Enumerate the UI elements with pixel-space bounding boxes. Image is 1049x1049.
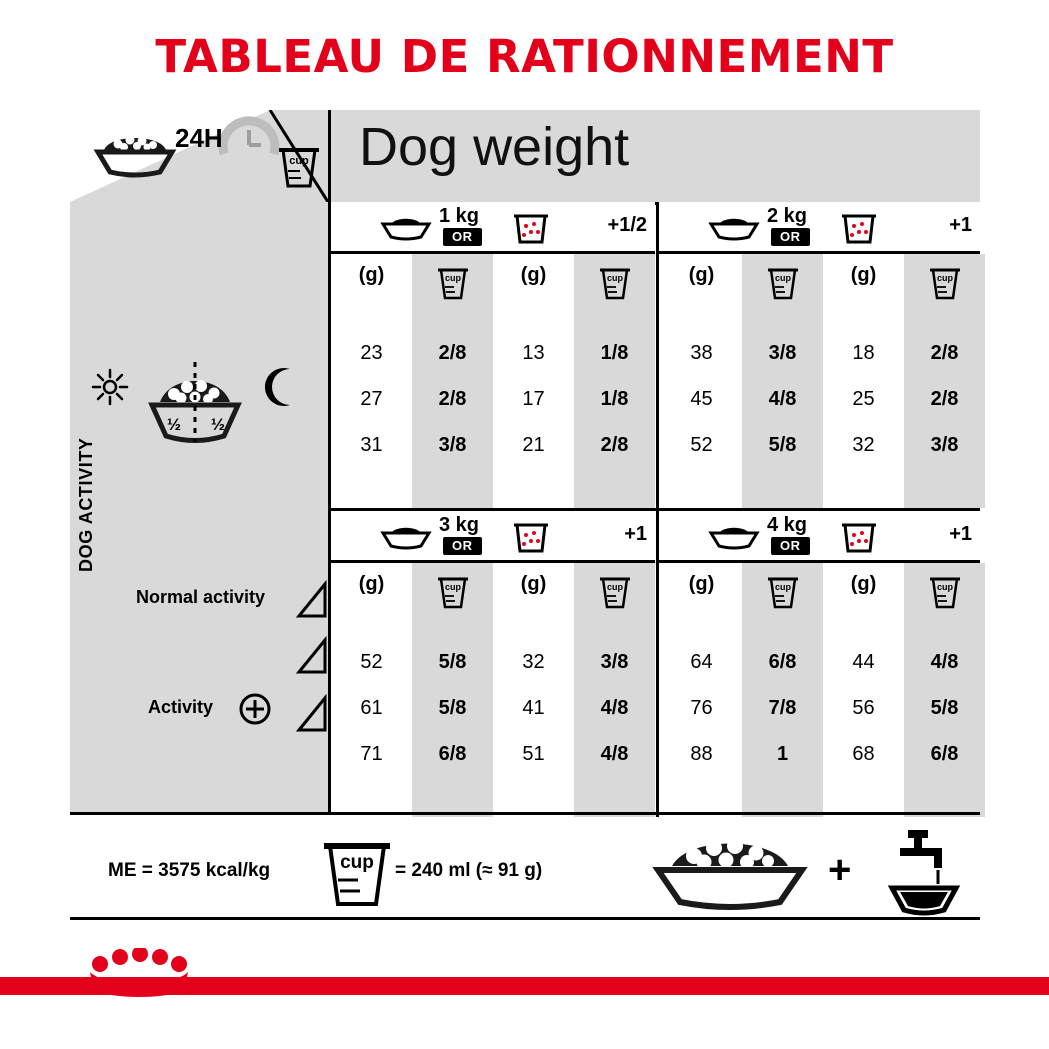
cell-value: 1	[776, 743, 789, 765]
svg-text:cup: cup	[444, 273, 462, 283]
cell-value: 4/8	[930, 651, 959, 673]
cell-value: 3/8	[438, 434, 467, 456]
cell-value: 5/8	[438, 651, 467, 673]
dog-bowl-icon	[640, 828, 820, 914]
cell-value: 2/8	[438, 342, 467, 364]
cell-value: 4/8	[600, 697, 629, 719]
cell-value: 6/8	[438, 743, 467, 765]
dog-bowl-icon	[379, 525, 433, 551]
unit-grams: (g)	[520, 573, 547, 595]
moon-icon	[262, 365, 302, 409]
header-right-cell	[328, 110, 980, 202]
cell-value: 4/8	[768, 388, 797, 410]
column-cups-mix-3kg	[574, 563, 655, 817]
cell-value: 64	[690, 651, 713, 673]
svg-text:½: ½	[210, 415, 226, 434]
or-badge: OR	[443, 537, 482, 555]
cell-value: 6/8	[930, 743, 959, 765]
cell-value: 2/8	[930, 388, 959, 410]
cup-equivalence-label: = 240 ml (≈ 91 g)	[395, 860, 543, 881]
weight-header-4kg	[659, 511, 980, 563]
cell-value: 32	[522, 651, 545, 673]
unit-grams: (g)	[850, 573, 877, 595]
cell-value: 17	[522, 388, 545, 410]
ration-data-area	[328, 202, 980, 815]
dog-bowl-icon	[92, 128, 178, 178]
measuring-cup-icon	[928, 571, 962, 613]
svg-text:cup: cup	[340, 852, 374, 873]
columns-3kg	[331, 563, 655, 817]
column-cups-dry-3kg	[412, 563, 493, 817]
cell-value: 31	[360, 434, 383, 456]
weight-value-1kg: 1 kg	[439, 205, 480, 227]
unit-grams: (g)	[688, 264, 715, 286]
cell-value: 13	[522, 342, 545, 364]
column-grams-mix-2kg	[823, 254, 904, 508]
column-grams-dry-4kg	[661, 563, 742, 817]
measuring-cup-icon	[766, 571, 800, 613]
dog-bowl-icon	[707, 525, 761, 551]
ration-table	[70, 110, 980, 815]
column-grams-dry-1kg	[331, 254, 412, 508]
cell-value: 52	[690, 434, 713, 456]
weight-header-3kg	[331, 511, 655, 563]
unit-grams: (g)	[688, 573, 715, 595]
measuring-cup-icon	[598, 262, 632, 304]
cell-value: 18	[852, 342, 875, 364]
unit-grams: (g)	[520, 264, 547, 286]
column-cups-mix-4kg	[904, 563, 985, 817]
cell-value: 3/8	[600, 651, 629, 673]
columns-1kg	[331, 254, 655, 508]
column-grams-dry-3kg	[331, 563, 412, 817]
dog-activity-column	[70, 202, 328, 815]
weight-group-1kg	[331, 202, 655, 508]
svg-text:cup: cup	[774, 582, 792, 592]
activity-ramp-icon	[295, 572, 331, 742]
cell-value: 41	[522, 697, 545, 719]
column-grams-mix-3kg	[493, 563, 574, 817]
cell-value: 51	[522, 743, 545, 765]
column-cups-mix-2kg	[904, 254, 985, 508]
cell-value: 71	[360, 743, 383, 765]
or-badge: OR	[771, 537, 810, 555]
royal-canin-crown-icon	[80, 948, 198, 1008]
weight-group-2kg	[656, 202, 980, 508]
cell-value: 76	[690, 697, 713, 719]
clock-icon	[218, 114, 280, 172]
column-grams-dry-2kg	[661, 254, 742, 508]
weight-group-3kg	[331, 511, 655, 817]
table-bottom-border	[70, 812, 980, 815]
weight-value-3kg: 3 kg	[439, 514, 480, 536]
cell-value: 44	[852, 651, 875, 673]
plus-sign: +	[828, 848, 852, 892]
columns-4kg	[659, 563, 980, 817]
measuring-cup-icon	[276, 140, 322, 192]
cell-value: 68	[852, 743, 875, 765]
cell-value: 1/8	[600, 388, 629, 410]
cell-value: 2/8	[438, 388, 467, 410]
svg-text:cup: cup	[289, 155, 309, 167]
weight-value-4kg: 4 kg	[767, 514, 808, 536]
header-left-cell	[70, 110, 328, 202]
svg-text:½: ½	[166, 415, 182, 434]
column-cups-mix-1kg	[574, 254, 655, 508]
weight-block-1	[331, 202, 980, 508]
wet-food-addition-2kg: +1	[949, 214, 972, 236]
wet-food-addition-4kg: +1	[949, 523, 972, 545]
measuring-cup-icon	[436, 571, 470, 613]
wet-food-addition-1kg: +1/2	[607, 214, 647, 236]
weight-header-2kg	[659, 202, 980, 254]
cell-value: 23	[360, 342, 383, 364]
weight-block-2	[331, 508, 980, 817]
svg-text:cup: cup	[606, 582, 624, 592]
measuring-cup-icon	[928, 262, 962, 304]
measuring-cup-icon	[318, 830, 396, 912]
cell-value: 6/8	[768, 651, 797, 673]
column-grams-mix-4kg	[823, 563, 904, 817]
dog-activity-axis-label: DOG ACTIVITY	[76, 437, 96, 572]
svg-text:cup: cup	[936, 273, 954, 283]
half-half-bowl-icon	[130, 350, 260, 462]
weight-value-2kg: 2 kg	[767, 205, 808, 227]
cell-value: 7/8	[768, 697, 797, 719]
cell-value: 3/8	[930, 434, 959, 456]
cell-value: 5/8	[438, 697, 467, 719]
metabolizable-energy-label: ME = 3575 kcal/kg	[108, 860, 271, 881]
table-footer	[70, 818, 980, 918]
dog-weight-title: Dog weight	[359, 117, 630, 177]
normal-activity-label: Normal activity	[136, 587, 266, 607]
cell-value: 5/8	[930, 697, 959, 719]
wet-food-pouch-icon	[837, 208, 881, 248]
columns-2kg	[659, 254, 980, 508]
duration-label: 24H	[175, 123, 223, 153]
cell-value: 4/8	[600, 743, 629, 765]
footer-bottom-border	[70, 917, 980, 920]
svg-text:cup: cup	[936, 582, 954, 592]
cell-value: 45	[690, 388, 713, 410]
column-grams-mix-1kg	[493, 254, 574, 508]
cell-value: 61	[360, 697, 383, 719]
page-title: TABLEAU DE RATIONNEMENT	[155, 30, 894, 83]
dog-bowl-icon	[707, 216, 761, 242]
column-cups-dry-2kg	[742, 254, 823, 508]
wet-food-pouch-icon	[509, 208, 553, 248]
svg-text:cup: cup	[774, 273, 792, 283]
wet-food-pouch-icon	[837, 517, 881, 557]
wet-food-addition-3kg: +1	[624, 523, 647, 545]
cell-value: 56	[852, 697, 875, 719]
measuring-cup-icon	[598, 571, 632, 613]
unit-grams: (g)	[358, 264, 385, 286]
sun-icon	[90, 367, 130, 407]
cell-value: 88	[690, 743, 713, 765]
measuring-cup-icon	[436, 262, 470, 304]
cell-value: 3/8	[768, 342, 797, 364]
cell-value: 25	[852, 388, 875, 410]
cell-value: 2/8	[600, 434, 629, 456]
svg-text:cup: cup	[606, 273, 624, 283]
wet-food-pouch-icon	[509, 517, 553, 557]
cell-value: 1/8	[600, 342, 629, 364]
dog-bowl-icon	[379, 216, 433, 242]
cell-value: 21	[522, 434, 545, 456]
weight-header-1kg	[331, 202, 655, 254]
cell-value: 27	[360, 388, 383, 410]
svg-text:cup: cup	[444, 582, 462, 592]
unit-grams: (g)	[358, 573, 385, 595]
weight-group-4kg	[656, 511, 980, 817]
activity-plus-label: Activity	[148, 697, 214, 717]
table-header-band	[70, 110, 980, 202]
measuring-cup-icon	[766, 262, 800, 304]
cell-value: 2/8	[930, 342, 959, 364]
cell-value: 38	[690, 342, 713, 364]
water-tap-icon	[870, 826, 966, 918]
column-cups-dry-4kg	[742, 563, 823, 817]
unit-grams: (g)	[850, 264, 877, 286]
cell-value: 5/8	[768, 434, 797, 456]
or-badge: OR	[443, 228, 482, 246]
cell-value: 52	[360, 651, 383, 673]
cell-value: 32	[852, 434, 875, 456]
plus-circle-icon	[238, 692, 272, 726]
column-cups-dry-1kg	[412, 254, 493, 508]
or-badge: OR	[771, 228, 810, 246]
